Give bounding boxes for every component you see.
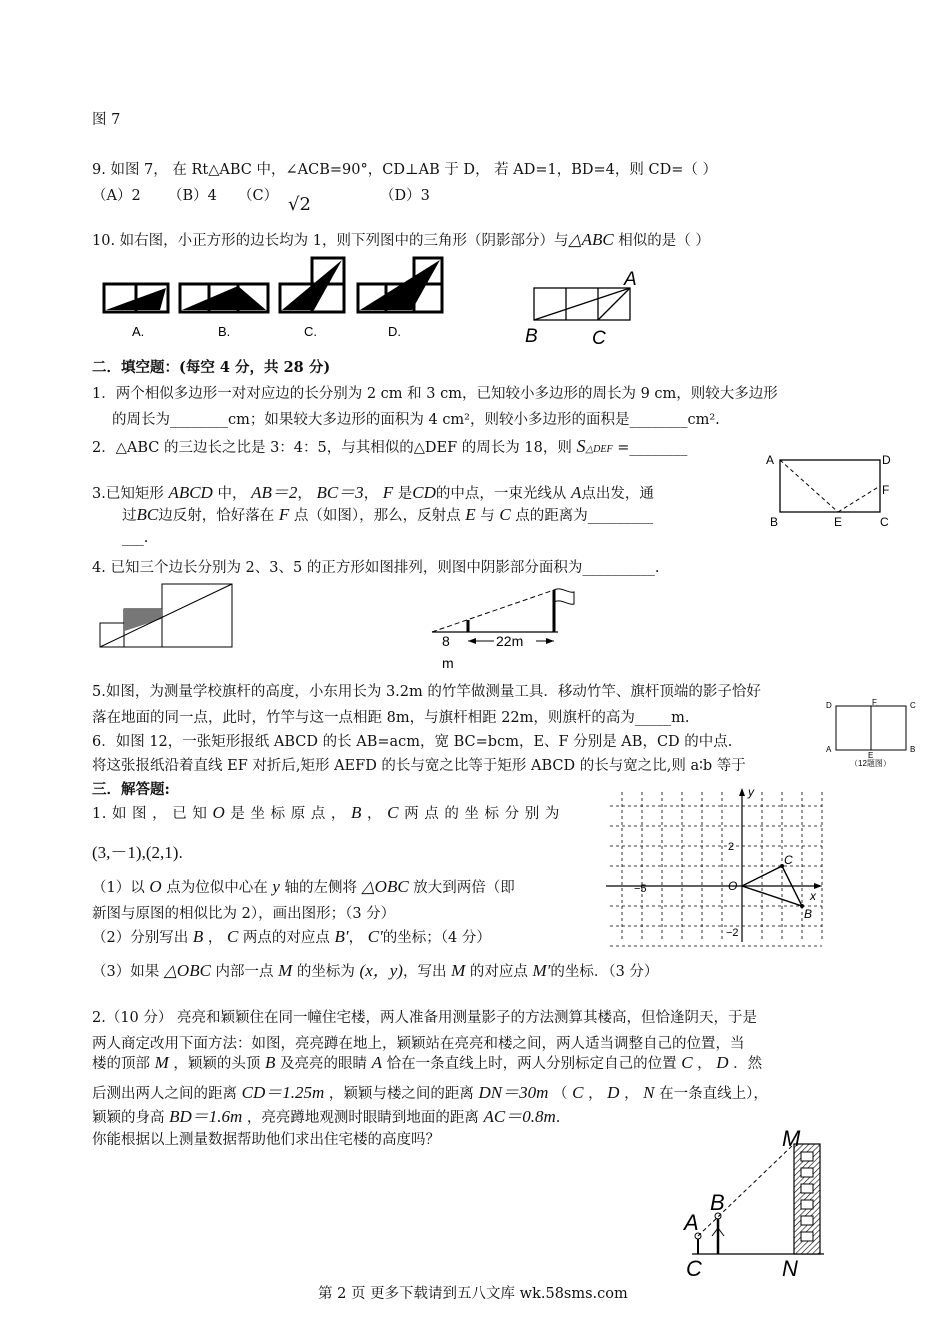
- q10-tail: 相似的是（ ）: [613, 233, 710, 249]
- t: .: [178, 846, 184, 862]
- t: （1）以: [92, 880, 145, 896]
- t: ABCD: [168, 483, 213, 502]
- q9-tri: △ABC: [208, 162, 252, 178]
- label-b: B: [910, 745, 916, 754]
- t: △OBC: [163, 961, 211, 980]
- label-f: F: [882, 483, 890, 497]
- t: 内部一点: [215, 964, 274, 980]
- t: (x，y): [359, 961, 403, 980]
- t: M: [154, 1053, 169, 1072]
- t: ，: [624, 1086, 639, 1102]
- label-b: B: [770, 515, 779, 529]
- solve-2-line3: [92, 1052, 762, 1073]
- t: 点的距离为_________: [515, 508, 654, 524]
- t: BC＝3: [316, 483, 364, 502]
- fill-2-tail: =________: [617, 440, 688, 456]
- label-e: E: [834, 515, 843, 529]
- t: C: [226, 927, 239, 946]
- fill-3-figure: [762, 450, 902, 532]
- t: 两 点 的 坐 标 分 别 为: [404, 806, 560, 822]
- t: ，亮亮蹲地观测时眼睛到地面的距离: [246, 1110, 479, 1126]
- t: ，颖颖的头顶: [173, 1056, 261, 1072]
- label-e: E: [868, 751, 874, 760]
- t: ，: [588, 1086, 603, 1102]
- t: CD＝1.25m: [241, 1083, 325, 1102]
- choice-label-b: B.: [218, 324, 231, 339]
- t: B′: [334, 927, 349, 946]
- t: （2）分别写出: [92, 930, 189, 946]
- t: F: [382, 483, 394, 502]
- squares-figure: [98, 580, 238, 652]
- q9-option-a: （A）2: [92, 188, 141, 204]
- t: 是 坐 标 原 点 ，: [230, 806, 346, 822]
- t: ，: [697, 1056, 712, 1072]
- label-b: B: [710, 1190, 725, 1215]
- solve-2-line1: 2.（10 分） 亮亮和颖颖住在同一幢住宅楼，两人准备用测量影子的方法测算其楼高，但恰逢阴天，于是: [92, 1010, 757, 1026]
- t: C: [499, 505, 511, 524]
- t: N: [643, 1083, 655, 1102]
- solve-1-part3: [92, 956, 658, 981]
- t: F: [278, 505, 290, 524]
- label-m: M: [782, 1126, 801, 1151]
- point-c: C: [784, 853, 793, 867]
- t: B: [192, 927, 204, 946]
- fill-2-s: S: [576, 436, 586, 456]
- label-d: D: [826, 701, 832, 710]
- t: ，: [367, 806, 383, 822]
- t: 是: [397, 486, 413, 502]
- t: 的中点，一束光线从: [435, 486, 567, 502]
- solve-2-line2: 两人商定改用下面方法：如图，亮亮蹲在地上，颖颖站在亮亮和楼之间，两人适当调整自己的位置，当: [92, 1036, 745, 1052]
- t: 轴的左侧将: [284, 880, 357, 896]
- label-c: C: [686, 1256, 702, 1281]
- t: M′: [532, 961, 551, 980]
- t: O: [212, 803, 226, 822]
- t: AC＝0.8m: [483, 1107, 556, 1126]
- t: 及亮亮的眼睛: [280, 1056, 367, 1072]
- solve-2-line5: [92, 1102, 560, 1127]
- t: 恰在一条直线上时，两人分别标定自己的位置: [386, 1056, 677, 1072]
- t: 点出发，通: [581, 486, 654, 502]
- t: A: [371, 1053, 382, 1072]
- t: 的坐标为: [296, 964, 355, 980]
- fill-6-line1: 6．如图 12，一张矩形报纸 ABCD 的长 AB=acm，宽 BC=bcm，E、F 分别是 AB，CD 的中点.: [92, 734, 733, 750]
- t: 两点的对应点: [242, 930, 330, 946]
- label-a: A: [684, 1210, 699, 1235]
- t: A: [571, 483, 582, 502]
- label-a: A: [624, 269, 637, 290]
- newspaper-figure: [822, 698, 922, 770]
- t: 的坐标；（4 分）: [382, 930, 491, 946]
- t: ，颖颖与楼之间的距离: [328, 1086, 474, 1102]
- dim-8: 8: [442, 633, 450, 649]
- solve-1-part2: [92, 926, 491, 947]
- fill-2: [92, 436, 687, 457]
- label-f: F: [872, 698, 877, 707]
- label-c: C: [910, 701, 916, 710]
- q9-option-c-value: √2: [288, 194, 311, 215]
- fill-2-sub: △DEF: [585, 444, 613, 455]
- t: ，: [363, 486, 379, 502]
- t: D: [607, 1083, 620, 1102]
- t: ，: [348, 930, 364, 946]
- label-b: B: [525, 326, 538, 347]
- t: BC: [136, 505, 159, 524]
- label-n: N: [782, 1256, 798, 1281]
- t: ，: [207, 930, 223, 946]
- fill-5-line2: 落在地面的同一点，此时，竹竿与这一点相距 8m，与旗杆相距 22m，则旗杆的高为_____m.: [92, 710, 690, 726]
- fig-caption: （12题图）: [850, 759, 891, 768]
- choice-label-d: D.: [388, 324, 401, 339]
- axis-x: x: [810, 889, 816, 903]
- t: ，: [297, 486, 312, 502]
- t: C: [387, 803, 399, 822]
- label-c: C: [880, 515, 889, 529]
- axis-y: y: [748, 785, 754, 799]
- t: ，写出: [402, 964, 447, 980]
- t: 的对应点: [469, 964, 528, 980]
- t: M: [451, 961, 466, 980]
- t: C: [681, 1053, 693, 1072]
- t: 与: [480, 508, 495, 524]
- label-d: D: [882, 453, 891, 467]
- t: 的坐标．（3 分）: [550, 964, 659, 980]
- t: C′: [367, 927, 383, 946]
- t: AB＝2: [251, 483, 298, 502]
- t: 放大到两倍（即: [413, 880, 515, 896]
- t: ．然: [733, 1056, 763, 1072]
- fill-4: 4. 已知三个边长分别为 2、3、5 的正方形如图排列，则图中阴影部分面积为__________.: [92, 560, 660, 576]
- point-b: B: [804, 907, 813, 921]
- fill-6-line2: 将这张报纸沿着直线 EF 对折后,矩形 AEFD 的长与宽之比等于矩形 ABCD 的长与宽之比,则 a∶b 等于: [92, 758, 746, 774]
- question-10: [92, 229, 710, 250]
- t: O: [149, 877, 162, 896]
- q10-text: 10. 如右图，小正方形的边长均为 1，则下列图中的三角形（阴影部分）与: [92, 233, 569, 249]
- section-2-title: 二．填空题：(每空 4 分，共 28 分): [92, 359, 331, 376]
- solve-2-line4: [92, 1078, 768, 1103]
- q9-option-d: （D）3: [380, 188, 430, 204]
- t: DN＝30m: [478, 1083, 549, 1102]
- question-9: [92, 158, 717, 179]
- solve-1-coords: [92, 838, 183, 863]
- tick-neg2: −2: [726, 927, 739, 939]
- page-footer: 第 2 页 更多下载请到五八文库 wk.58sms.com: [318, 1286, 628, 1302]
- t: 在一条直线上），: [659, 1086, 768, 1102]
- t: （3）如果: [92, 964, 160, 980]
- t: 3.已知矩形: [92, 486, 164, 502]
- solve-1-line1: [92, 802, 560, 823]
- t: D: [716, 1053, 729, 1072]
- fill-2-text: 2．△ABC 的三边长之比是 3：4：5，与其相似的△DEF 的周长为 18，则: [92, 440, 572, 456]
- t: 点（如图），那么，反射点: [293, 508, 461, 524]
- tick-2: 2: [728, 841, 735, 853]
- q10-choices-figure: [100, 258, 450, 343]
- fill-1-line2: 的周长为________cm；如果较大多边形的面积为 4 cm²，则较小多边形的面积是________cm².: [112, 412, 720, 428]
- fill-3-line2: [122, 504, 653, 525]
- t: CD: [412, 483, 436, 502]
- dim-22m: 22m: [496, 633, 524, 649]
- q10-tri: △ABC: [568, 230, 614, 249]
- t: 颖颖的身高: [92, 1110, 165, 1126]
- fill-1-line1: 1．两个相似多边形一对对应边的长分别为 2 cm 和 3 cm，已知较小多边形的周长为 9 cm，则较大多边形: [92, 386, 778, 402]
- fill-3-line3: ___.: [122, 530, 149, 546]
- solve-1-part1: [92, 876, 515, 897]
- t: B: [265, 1053, 276, 1072]
- t: △OBC: [361, 877, 409, 896]
- t: E: [465, 505, 476, 524]
- t: 边反射，恰好落在: [158, 508, 275, 524]
- solve-1-part1-line2: 新图与原图的相似比为 2），画出图形；（3 分）: [92, 906, 396, 922]
- q10-reference-figure: [520, 268, 640, 350]
- origin-o: O: [728, 879, 738, 893]
- q9-text: 中，∠ACB=90°，CD⊥AB 于 D， 若 AD=1，BD=4，则 CD=（ ）: [251, 162, 717, 178]
- t: (3,－1),(2,1): [92, 843, 179, 862]
- t: （: [553, 1086, 568, 1102]
- t: y: [272, 877, 280, 896]
- label-c: C: [592, 328, 606, 349]
- label-a: A: [766, 453, 775, 467]
- t: 中，: [217, 486, 247, 502]
- section-3-title: 三．解答题:: [92, 781, 170, 798]
- coordinate-grid-figure: [606, 786, 832, 946]
- dim-8-unit: m: [442, 655, 454, 671]
- t: BD＝1.6m: [169, 1107, 243, 1126]
- t: M: [278, 961, 293, 980]
- fill-5-line1: 5.如图，为测量学校旗杆的高度，小东用长为 3.2m 的竹竿做测量工具．移动竹竿、旗杆顶端的影子恰好: [92, 684, 761, 700]
- q9-option-b: （B）4: [168, 188, 217, 204]
- t: 过: [122, 508, 137, 524]
- figure-caption: 图 7: [92, 112, 121, 128]
- flagpole-figure: [428, 584, 578, 674]
- q9-option-c: （C）: [238, 188, 279, 204]
- t: 1. 如 图 ， 已 知: [92, 806, 208, 822]
- building-figure: [678, 1122, 828, 1282]
- t: 后测出两人之间的距离: [92, 1086, 237, 1102]
- label-a: A: [826, 745, 832, 754]
- t: 点为位似中心在: [166, 880, 268, 896]
- t: 楼的顶部: [92, 1056, 150, 1072]
- choice-label-a: A.: [132, 324, 145, 339]
- q9-prefix: 9. 如图 7， 在 Rt: [92, 162, 209, 178]
- choice-label-c: C.: [304, 324, 317, 339]
- t: .: [555, 1110, 561, 1126]
- fill-3-line1: [92, 478, 654, 503]
- t: B: [351, 803, 362, 822]
- solve-2-line6: 你能根据以上测量数据帮助他们求出住宅楼的高度吗？: [92, 1132, 440, 1148]
- tick-neg5: −5: [634, 883, 647, 895]
- t: C: [572, 1083, 584, 1102]
